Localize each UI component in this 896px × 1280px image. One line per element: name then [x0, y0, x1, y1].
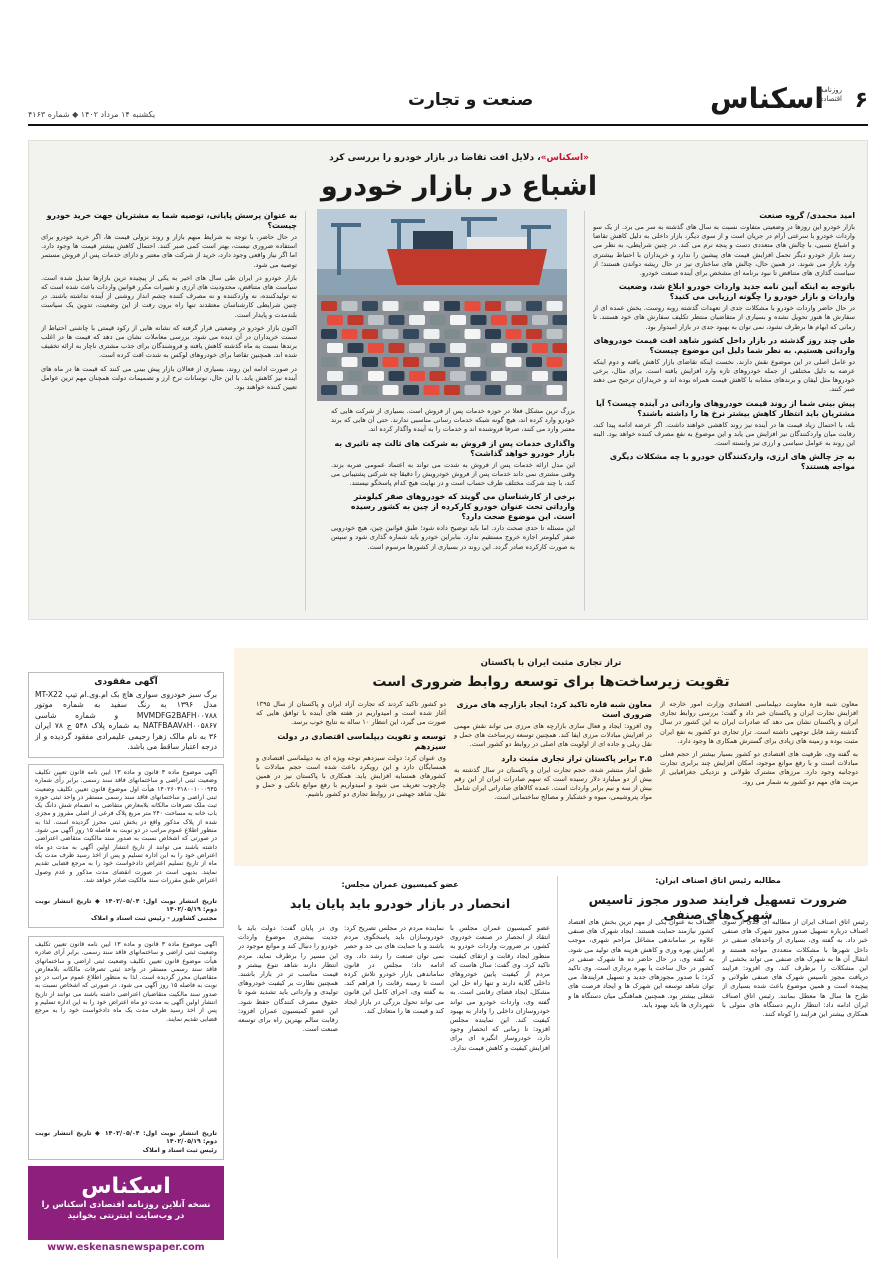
- parked-car: [506, 357, 522, 367]
- parked-car: [321, 329, 337, 339]
- parked-car: [321, 385, 337, 395]
- parked-car: [409, 343, 425, 353]
- parked-car: [403, 329, 419, 339]
- parked-car: [342, 329, 358, 339]
- article-paragraph: در حال حاضر، با توجه به شرایط مبهم بازار و روند نزولی قیمت ها، اگر خرید خودرو برای استفاده ضروری نیست، بهتر است کمی صبر کنند. احتمال کاهش بیشتر قیمت ها وجود دارد. اما اگر نیاز واقعی وجود دارد، خرید از شرکت های معتبر و دارای خدمات پس از فروش مستمر توصیه می شود.: [41, 233, 297, 269]
- lost-document-ad: [28, 672, 224, 758]
- feature-article: [28, 140, 868, 620]
- parked-car: [383, 385, 399, 395]
- parked-car: [532, 315, 548, 325]
- article-paragraph: وی عنوان کرد: دولت سیزدهم توجه ویژه ای به دیپلماسی اقتصادی و همسایگان دارد و این رویکرد باعث شده است حجم مبادلات با کشورهای همسایه افزایش یابد. همکاری با پاکستان نیز در همین چارچوب تعریف می شود و امیدواریم با رفع موانع بانکی و حمل و نقل، شاهد جهشی در روابط تجاری دو کشور باشیم.: [256, 753, 446, 799]
- promo-logo: اسکناس: [81, 1174, 171, 1199]
- parked-car: [321, 301, 337, 311]
- article-paragraph: به گفته وی، ظرفیت های اقتصادی دو کشور بسیار بیشتر از حجم فعلی مبادلات است و با رفع موانع موجود، امکان افزایش چند برابری تجارت دوجانبه وجود دارد. مرزهای مشترک طولانی و نزدیکی جغرافیایی از مزیت های مهم دو کشور به شمار می رود.: [660, 750, 858, 786]
- article-kicker: تراز تجاری مثبت ایران با پاکستان: [480, 658, 622, 668]
- page-number: ۶: [854, 88, 868, 113]
- parked-car: [526, 329, 542, 339]
- parked-car: [450, 371, 466, 381]
- parked-car: [547, 301, 563, 311]
- online-edition-promo[interactable]: [28, 1166, 224, 1256]
- article-subheading: پیش بینی شما از روند قیمت خودروهای وارداتی در آینده چیست؟ آیا مشتریان باید انتظار کاهش بیشتر نرخ ها را داشته باشند؟: [596, 398, 855, 418]
- article-paragraph: وی افزود: ایجاد و فعال سازی بازارچه های مرزی می تواند نقش مهمی در افزایش مبادلات مرزی ایفا کند. همچنین توسعه زیرساخت های حمل و نقل ریلی و جاده ای از اولویت های اصلی در روابط دو کشور است.: [454, 722, 652, 749]
- car-port-photo: [317, 209, 567, 401]
- article-subheading: طی چند روز گذشته در بازار داخل کشور شاهد افت قیمت خودروهای وارداتی هستیم. به نظر شما دلیل این موضوع چیست؟: [593, 335, 855, 355]
- parked-car: [485, 301, 501, 311]
- parked-car: [512, 315, 528, 325]
- masthead: [28, 82, 868, 122]
- parliament-article-column: وی در پایان گفت: دولت باید با جدیت بیشتری موضوع واردات خودرو را دنبال کند و موانع موجود در این مسیر را برطرف نماید. مردم انتظار دارند شاهد تنوع بیشتر و قیمت مناسب تر در بازار باشند. همچنین نظارت بر کیفیت خودروهای تولیدی و وارداتی باید تشدید شود تا حقوق مصرف کنندگان حفظ شود. این عضو کمیسیون عمران افزود: رقابت سالم بهترین راه برای توسعه صنعت است.: [238, 924, 338, 1034]
- article-subheading: توسعه و تقویت دیپلماسی اقتصادی در دولت سیزدهم: [277, 731, 446, 751]
- parked-car: [327, 343, 343, 353]
- parked-car: [362, 385, 378, 395]
- parked-car: [547, 329, 563, 339]
- article-subheading: برخی از کارشناسان می گویند که خودروهای صفر کیلومتر وارداتی تحت عنوان خودرو کارکرده از چین به کشور رسیده است. این موضوع صحت دارد؟: [350, 492, 575, 522]
- column-divider: [557, 876, 558, 1258]
- column-divider: [584, 211, 585, 611]
- article-paragraph: بزرگ ترین مشکل فعلا در حوزه خدمات پس از فروش است. بسیاری از شرکت هایی که خودرو وارد کرده اند، هیچ گونه شبکه خدمات رسانی مناسبی ندارند. حتی آن هایی که برند معتبر وارد می کنند، صرفا فروشنده اند و خدمات را به آینده واگذار کرده اند.: [331, 407, 575, 434]
- notice-dates: تاریخ انتشار نوبت اول: ۱۴۰۲/۰۵/۰۴ ◆ تاریخ انتشار نوبت دوم: ۱۴۰۲/۰۵/۱۹: [35, 1130, 217, 1146]
- notice-signature: مجتبی کشاورز - رئیس ثبت اسناد و املاک: [90, 914, 217, 922]
- article-subheading: معاون شبه قاره تاکید کرد: ایجاد بازارچه های مرزی ضروری است: [456, 700, 652, 719]
- parked-car: [553, 371, 568, 381]
- feature-kicker-text: دلایل افت تقاضا در بازار خودرو را بررسی کرد: [329, 153, 535, 163]
- parked-car: [526, 301, 542, 311]
- article-subheading: به جز چالش های ارزی، واردکنندگان خودرو با چه مشکلات دیگری مواجه هستند؟: [609, 452, 855, 472]
- parked-car: [465, 385, 481, 395]
- feature-column-left: [41, 211, 297, 613]
- dateline: یکشنبه ۱۴ مرداد ۱۴۰۲ ◆ شماره ۴۱۶۳: [28, 110, 156, 119]
- parked-car: [348, 315, 364, 325]
- parked-car: [383, 301, 399, 311]
- parked-car: [383, 329, 399, 339]
- article-subheading: به عنوان پرسش پایانی، توصیه شما به مشتریان جهت خرید خودرو چیست؟: [46, 211, 297, 230]
- article-paragraph: در صورت ادامه این روند، بسیاری از فعالان بازار پیش بینی می کنند که قیمت ها در ماه های آینده نیز کاهش یابد. با این حال، نوسانات نرخ ارز و تصمیمات دولت همچنان مهم ترین عوامل تعیین کننده خواهند بود.: [41, 364, 297, 392]
- parked-car: [471, 315, 487, 325]
- parked-car: [526, 385, 542, 395]
- article-column: [660, 700, 858, 858]
- parked-car: [532, 371, 548, 381]
- parked-car: [389, 371, 405, 381]
- article-title[interactable]: تقویت زیرساخت‌ها برای توسعه روابط ضروری است: [372, 674, 730, 690]
- parked-car: [348, 371, 364, 381]
- parked-car: [430, 343, 446, 353]
- parked-car: [465, 357, 481, 367]
- guild-article-kicker: مطالبه رئیس اتاق اصناف ایران:: [655, 876, 781, 885]
- guild-article-column: اصناف به عنوان یکی از مهم ترین بخش های اقتصاد کشور نیازمند حمایت هستند. ایجاد شهرک های صنفی علاوه بر ساماندهی مشاغل مزاحم شهری، موجب افزایش بهره وری و کاهش هزینه های تولید می شود. به گفته وی، در حال حاضر ده ها شهرک صنفی در کشور در حال ساخت یا بهره برداری است. وی تاکید کرد: با صدور مجوزهای جدید و تسهیل فرایندها، می توان شاهد توسعه این شهرک ها و ایجاد فرصت های شغلی بیشتر بود. همچنین هماهنگی میان دستگاه ها و شهرداری ها باید بهبود یابد.: [568, 918, 714, 1009]
- parked-car: [424, 301, 440, 311]
- parked-car: [547, 385, 563, 395]
- website-link[interactable]: www.eskenasnewspaper.com: [28, 1240, 224, 1256]
- newspaper-logo[interactable]: [710, 82, 842, 118]
- parked-car: [409, 315, 425, 325]
- parked-car: [532, 343, 548, 353]
- parked-car: [491, 371, 507, 381]
- legal-notice: [28, 936, 224, 1160]
- article-column: [256, 700, 446, 858]
- article-subheading: امید محمدی/ گروه صنعت: [759, 211, 855, 220]
- notice-body: آگهی موضوع ماده ۳ قانون و ماده ۱۳ آیین نامه قانون تعیین تکلیف وضعیت ثبتی اراضی و ساختمانهای فاقد سند رسمی. برابر آرای صادره هیأت موضوع قانون تعیین تکلیف وضعیت ثبتی اراضی و ساختمانهای فاقد سند رسمی مستقر در واحد ثبتی تصرفات مالکانه بلامعارض متقاضیان محرز گردیده است. لذا به منظور اطلاع عموم مراتب در دو نوبت به فاصله ۱۵ روز آگهی می شود. در صورتی که اشخاص نسبت به صدور سند مالکیت متقاضیان اعتراضی داشته باشند می توانند از تاریخ انتشار اولین آگهی به مدت دو ماه اعتراض خود را به این اداره تسلیم و پس از اخذ رسید ظرف مدت یک ماه دادخواست خود را به مرجع قضایی تقدیم نمایند.: [35, 941, 217, 1023]
- article-paragraph: بازار خودرو این روزها در وضعیتی متفاوت نسبت به سال های گذشته به سر می برد. از یک سو واردات خودرو با سرعتی آرام در جریان است و از سوی دیگر، بازار داخلی به دلیل کاهش تقاضا و اشباع نسبی، با چالش های متعددی دست و پنجه نرم می کند. در چنین شرایطی، به نظر می رسد بازار خودرو دیگر تحمل افزایش قیمت های پیشین را ندارد و خریداران با احتیاط بیشتری وارد بازار می شوند. در همین حال، چالش های ساختاری نیز در حال ریشه دواندن هستند؛ از سیاست گذاری های متناقض تا نبود برنامه ای مشخص برای آینده صنعت خودرو.: [593, 223, 855, 278]
- ad-title: آگهی مفقودی: [94, 677, 158, 687]
- parked-car: [362, 301, 378, 311]
- parked-car: [362, 357, 378, 367]
- parked-car: [424, 329, 440, 339]
- parked-car: [471, 343, 487, 353]
- parked-car: [547, 357, 563, 367]
- parked-car: [506, 329, 522, 339]
- parked-car: [368, 315, 384, 325]
- column-divider: [305, 211, 306, 611]
- parked-car: [389, 343, 405, 353]
- parked-car: [444, 385, 460, 395]
- feature-kicker-brand: «اسکناس»: [540, 153, 589, 163]
- parked-car: [430, 315, 446, 325]
- legal-notice: [28, 764, 224, 928]
- parked-car: [526, 357, 542, 367]
- parked-car: [444, 329, 460, 339]
- parked-car: [465, 329, 481, 339]
- parked-car: [348, 343, 364, 353]
- parked-car: [424, 357, 440, 367]
- parked-car: [553, 343, 568, 353]
- parked-car: [553, 315, 568, 325]
- parked-car: [327, 315, 343, 325]
- parked-car: [485, 329, 501, 339]
- parliament-article-column: عضو کمیسیون عمران مجلس با انتقاد از انحصار در صنعت خودروی کشور، بر ضرورت واردات خودرو به منظور ایجاد رقابت و ارتقای کیفیت تاکید کرد. وی گفت: سال هاست که مردم از کیفیت پایین خودروهای داخلی گلایه دارند و تنها راه حل این مشکل، ایجاد فضای رقابتی است. به گفته وی، واردات خودرو می تواند خودروسازان داخلی را وادار به بهبود کیفیت کند. این نماینده مجلس افزود: تا زمانی که انحصار وجود دارد، خودروساز انگیزه ای برای افزایش کیفیت و کاهش قیمت ندارد.: [450, 924, 550, 1052]
- parked-car: [491, 315, 507, 325]
- parked-car: [327, 371, 343, 381]
- parked-car: [450, 343, 466, 353]
- parliament-article-kicker: عضو کمیسیون عمران مجلس:: [341, 880, 459, 889]
- article-paragraph: معاون شبه قاره معاونت دیپلماسی اقتصادی وزارت امور خارجه از افزایش تجارت ایران و پاکستان خبر داد و گفت: بررسی روابط تجاری ایران و پاکستان نشان می دهد که صادرات ایران به این کشور در سال گذشته رشد قابل توجهی داشته است. تراز تجاری دو کشور به نفع ایران مثبت بوده و زمینه های زیادی برای گسترش همکاری ها وجود دارد.: [660, 700, 858, 745]
- article-subheading: باتوجه به اینکه آیین نامه جدید واردات خودرو ابلاغ شد، وضعیت واردات و بازار خودرو را چگونه ارزیابی می کنید؟: [618, 282, 855, 302]
- parked-car: [450, 315, 466, 325]
- notice-signature: رئیس ثبت اسناد و املاک: [142, 1146, 217, 1154]
- parked-car: [485, 357, 501, 367]
- parked-car: [342, 301, 358, 311]
- section-title: صنعت و تجارت: [408, 90, 534, 110]
- guild-article-column: رئیس اتاق اصناف ایران از مطالبه ای جدی از سوی اصناف درباره تسهیل صدور مجوز شهرک های صنفی خبر داد. به گفته وی، بسیاری از واحدهای صنفی در داخل شهرها با مشکلات متعددی مواجه هستند و انتقال آن ها به شهرک های صنفی می تواند بخشی از این مشکلات را برطرف کند. وی افزود: فرایند دریافت مجوز تاسیس شهرک های صنفی طولانی و پیچیده است و همین موضوع باعث شده بسیاری از طرح ها سال ها معطل بمانند. رئیس اتاق اصناف ایران ادامه داد: انتظار داریم دستگاه های متولی با همکاری بیشتر این فرایند را کوتاه کنند.: [722, 918, 868, 1019]
- article-paragraph: بازار خودرو در ایران طی سال های اخیر به یکی از پیچیده ترین بازارها تبدیل شده است. سیاست های متناقض، محدودیت های ارزی و تغییرات مکرر قوانین واردات باعث شده است که نه تولیدکننده، نه واردکننده و نه مصرف کننده چشم انداز روشنی از آینده نداشته باشند. در چنین شرایطی کارشناسان معتقدند تنها راه برون رفت از این وضعیت، تدوین یک سیاست بلندمدت و پایدار است.: [41, 273, 297, 319]
- parked-car: [512, 343, 528, 353]
- iran-pakistan-trade-article: [234, 648, 868, 866]
- article-paragraph: بله، با احتمال زیاد قیمت ها در آینده نیز روند کاهشی خواهند داشت. اگر عرضه ادامه پیدا کند، رقابت میان واردکنندگان نیز افزایش می یابد و این موضوع به نفع مصرف کننده خواهد بود. البته این روند به عوامل سیاسی و ارزی نیز وابسته است.: [593, 420, 855, 448]
- article-paragraph: دو کشور تاکید کردند که تجارت آزاد ایران و پاکستان از سال ۱۳۹۵ آغاز شده است و امیدواریم در هفته های آینده با توافق هایی که صورت می گیرد، این انتظار ۱۰ ساله به نتایج خوب برسد.: [256, 700, 446, 727]
- parliament-article-column: نماینده مردم در مجلس تصریح کرد: خودروسازان باید پاسخگوی مردم باشند و با حمایت های بی حد و حصر نمی توان صنعت را رشد داد. وی ادامه داد: مجلس در قانون ساماندهی بازار خودرو تلاش کرده است تا زمینه رقابت را فراهم کند. به گفته وی، اجرای کامل این قانون می تواند تحول بزرگی در بازار ایجاد کند و قیمت ها را متعادل کند.: [344, 924, 444, 1015]
- parked-car: [506, 385, 522, 395]
- logo-subtitle: روزنامه اقتصادی: [817, 86, 842, 103]
- feature-title[interactable]: اشباع در بازار خودرو: [320, 171, 598, 202]
- article-paragraph: این مدل ارائه خدمات پس از فروش به شدت می تواند به اعتماد عمومی ضربه بزند. وقتی مشتری نمی داند خدمات پس از فروش خودرویش را دقیقا چه شرکتی پشتیبانی می کند، با چند شرکت مختلف طرف حساب است و در نهایت هیچ کدام پاسخگو نیستند.: [331, 460, 575, 488]
- parked-car: [368, 371, 384, 381]
- parked-car: [383, 357, 399, 367]
- parliament-article-title[interactable]: انحصار در بازار خودرو باید پایان یابد: [289, 896, 511, 911]
- parked-car: [471, 371, 487, 381]
- parked-car: [403, 357, 419, 367]
- parked-car: [444, 357, 460, 367]
- ad-body: برگ سبز خودروی سواری هاچ بک ام.وی.ام تیپ MT-X22 مدل ۱۳۹۶ به رنگ سفید به شماره موتور MVMDFG2BAFH۰۰۷۸۸ و شماره شاسی NATFBAAV۸H۰۰۵۸۶۷ به شماره پلاک ۵۴۸ ج ۷۸ ایران ۳۶ به نام مالک زهرا رحیمی علیمرادی مفقود گردیده و از درجه اعتبار ساقط می باشد.: [35, 690, 217, 752]
- logo-text: اسکناس: [710, 82, 824, 115]
- article-paragraph: این مسئله تا حدی صحت دارد. اما باید توضیح داده شود؛ طبق قوانین چین، هیچ خودرویی صفر کیلومتر اجازه خروج مستقیم ندارد. بنابراین خودرو باید شماره گذاری شود و سپس به صورت کارکرده صادر گردد. این روند در بسیاری از کشورها مرسوم است.: [331, 524, 575, 551]
- parked-car: [389, 315, 405, 325]
- masthead-divider: [28, 124, 868, 126]
- parked-car: [424, 385, 440, 395]
- parked-car: [512, 371, 528, 381]
- parked-car: [342, 357, 358, 367]
- parked-car: [430, 371, 446, 381]
- feature-column-right: [593, 211, 855, 613]
- guild-article-title[interactable]: ضرورت تسهیل فرایند صدور مجوز تاسیس شهرک‌های صنفی: [588, 892, 848, 922]
- article-paragraph: در حال حاضر واردات خودرو با مشکلات جدی از تعهدات گذشته روبه روست. بخش عمده ای از سفارش ها هنوز تحویل نشده و بسیاری از متقاضیان منتظر تکلیف سفارش های خود هستند. تا زمانی که ابهام ها برطرف نشود، نمی توان به بهبود جدی در بازار امیدوار بود.: [593, 304, 855, 331]
- parked-car: [409, 371, 425, 381]
- parked-car: [403, 301, 419, 311]
- notice-dates: تاریخ انتشار نوبت اول: ۱۴۰۲/۰۵/۰۴ ◆ تاریخ انتشار نوبت دوم: ۱۴۰۲/۰۵/۱۹: [35, 898, 217, 914]
- article-column: [454, 700, 652, 858]
- parked-car: [485, 385, 501, 395]
- parked-car: [403, 385, 419, 395]
- parked-car: [506, 301, 522, 311]
- parked-car: [465, 301, 481, 311]
- feature-column-middle: [331, 407, 575, 613]
- promo-line: نسخه آنلاین روزنامه اقتصادی اسکناس را: [41, 1199, 211, 1209]
- parked-car: [444, 301, 460, 311]
- parked-car: [362, 329, 378, 339]
- parked-car: [368, 343, 384, 353]
- car-port-photo-illustration: [317, 209, 567, 401]
- article-subheading: ۳.۵ برابر پاکستان تراز تجاری مثبت دارد: [501, 753, 652, 763]
- article-paragraph: اکنون بازار خودرو در وضعیتی قرار گرفته که نشانه هایی از رکود قیمتی با چاشنی احتیاط از سمت خریداران در آن دیده می شود. بررسی معاملات نشان می دهد که قیمت ها در اغلب برندها نسبت به ماه گذشته کاهش یافته و فروشندگان برای جذب مشتری ناچار به ارائه تخفیف شده اند. همچنین تقاضا برای خودروهای لوکس به شدت افت کرده است.: [41, 323, 297, 360]
- article-subheading: واگذاری خدمات پس از فروش به شرکت های ثالث چه تاثیری به بازار خودرو خواهد گذاشت؟: [334, 438, 575, 458]
- notice-body: آگهی موضوع ماده ۳ قانون و ماده ۱۳ آیین نامه قانون تعیین تکلیف وضعیت ثبتی اراضی و ساختمانهای فاقد سند رسمی. برابر رأی شماره ۱۴۰۲۶۰۳۱۸۰۰۱۰۰۰۹۴۵ هیأت اول موضوع قانون تعیین تکلیف وضعیت ثبتی اراضی و ساختمانهای فاقد سند رسمی مستقر در واحد ثبتی حوزه ثبت ملک تصرفات مالکانه بلامعارض متقاضی به انضمام شش دانگ یک باب خانه به مساحت ۲۴۰ متر مربع پلاک فرعی از اصلی مفروز و مجزی شده از پلاک مذکور واقع در بخش ثبتی محرز گردیده است. لذا به منظور اطلاع عموم مراتب در دو نوبت به فاصله ۱۵ روز آگهی می شود. در صورتی که اشخاص نسبت به صدور سند مالکیت متقاضی اعتراضی داشته باشند می توانند از تاریخ انتشار اولین آگهی به مدت دو ماه اعتراض خود را به این اداره تسلیم و پس از اخذ رسید ظرف مدت یک ماه از تاریخ تسلیم اعتراض دادخواست خود را به مرجع قضایی تقدیم نمایند. بدیهی است در صورت انقضای مدت مذکور و عدم وصول اعتراض طبق مقررات سند مالکیت صادر خواهد شد.: [35, 769, 217, 884]
- promo-line: در وب‌سایت اینترنتی بخوانید: [67, 1210, 185, 1220]
- parked-car: [342, 385, 358, 395]
- article-paragraph: دو عامل اصلی در این موضوع نقش دارند. نخست اینکه تقاضای بازار کاهش یافته و دوم اینکه عرضه به دلیل مختلفی از جمله خودروهای تازه وارد افزایش یافته است. برای مثال، برخی خودروها مثل لیفان و برندهای مشابه با کاهش قیمت همراه بوده اند و خریداران ترجیح می دهند صبر کنند.: [593, 357, 855, 394]
- parked-car: [321, 357, 337, 367]
- article-paragraph: طبق آمار منتشر شده، حجم تجارت ایران و پاکستان در سال گذشته به بیش از دو میلیارد دلار رسیده است که سهم صادرات ایران از این رقم بیش از سه و نیم برابر واردات است. عمده کالاهای صادراتی ایران شامل مواد پتروشیمی، میوه و خشکبار و مصالح ساختمانی است.: [454, 765, 652, 802]
- feature-kicker: «اسکناس»، دلایل افت تقاضا در بازار خودرو را بررسی کرد: [329, 153, 589, 163]
- parked-car: [491, 343, 507, 353]
